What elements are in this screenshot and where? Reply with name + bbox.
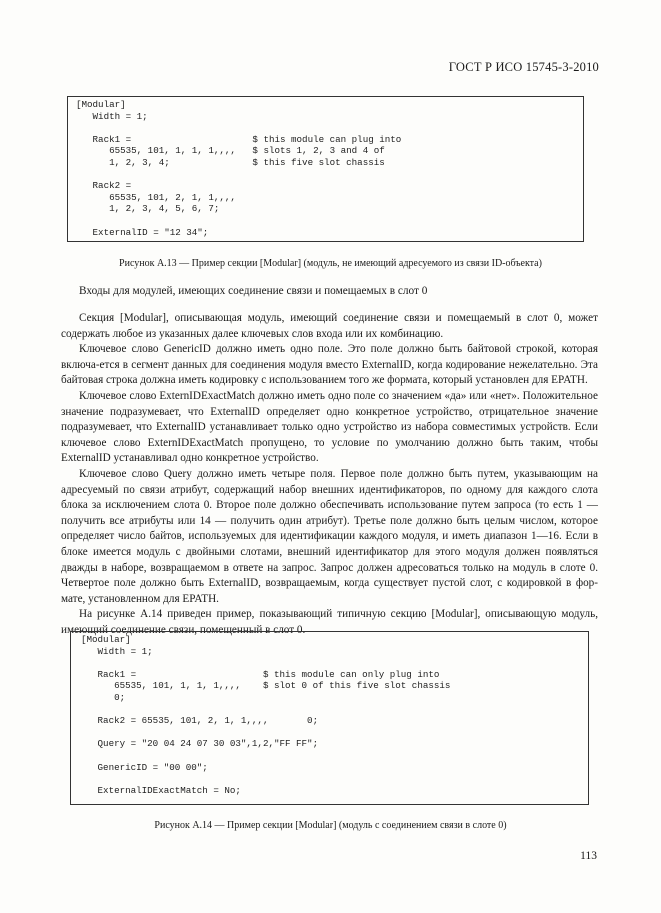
code-line: 1, 2, 3, 4, 5, 6, 7; [76, 203, 220, 215]
code-line: ExternalIDExactMatch = No; [81, 784, 241, 796]
figure-caption-a13: Рисунок А.13 — Пример секции [Modular] (модуль, не имеющий адресуемого из связи ID-объекта) [119, 258, 542, 269]
code-line: 1, 2, 3, 4; $ this five slot chassis [76, 156, 385, 168]
paragraph: Ключевое слово ExternIDExactMatch должно иметь одно поле со значением «да» или «нет». Положительное значение подразумевает, что ExternalID определяет одно конкретное устройство, отрицательное значение подразумевает, что ExternalID устанавливает только одно устройство из набора совместимых устройств. Если ключевое слово ExternIDExactMatch пропущено, то условие по умолчанию должно быть таким, чтобы ExternalID устанавливал одно конкретное устройство. [61, 389, 598, 465]
code-line: Query = "20 04 24 07 30 03",1,2,"FF FF"; [81, 738, 319, 750]
code-line [76, 215, 583, 227]
code-line: 65535, 101, 2, 1, 1,,,, [76, 191, 236, 203]
code-line: Rack1 = $ this module can plug into [76, 133, 402, 145]
code-line [81, 657, 588, 669]
code-line: Width = 1; [81, 645, 153, 657]
section-heading: Входы для модулей, имеющих соединение связи и помещаемых в слот 0 [79, 285, 428, 297]
code-line: [Modular] [81, 634, 131, 645]
paragraph: На рисунке А.14 приведен пример, показывающий типичную секцию [Modular], описывающую модуль, имеющий соединение связи, помещенный в слот 0. [61, 608, 598, 636]
body-text [61, 311, 598, 638]
code-listing-figure-a14 [70, 631, 589, 805]
code-line: GenericID = "00 00"; [81, 761, 208, 773]
code-line: 65535, 101, 1, 1, 1,,,, $ slots 1, 2, 3 and 4 of [76, 145, 385, 157]
paragraph: Секция [Modular], описывающая модуль, имеющий соединение связи и помещаемый в слот 0, может содержать любое из указанных далее ключевых слов входа или их комбинацию. [61, 312, 598, 340]
document-header: ГОСТ Р ИСО 15745-3-2010 [448, 60, 599, 74]
page-number: 113 [580, 850, 597, 862]
paragraph: Ключевое слово GenericID должно иметь одно поле. Это поле должно быть байтовой строкой, которая включа-ется в сегмент данных для соединения модуля вместо ExternalID, когда кодирование нежелательно. Эта байтовая строка должна иметь кодировку с использованием того же формата, который установлен для EPATH. [61, 343, 598, 387]
code-line [81, 727, 588, 739]
code-listing-figure-a13 [67, 96, 584, 242]
paragraph: Ключевое слово Query должно иметь четыре поля. Первое поле должно быть путем, указывающим на адресуемый по связи атрибут, содержащий набор внешних идентификаторов, по одному для каждого слота блока за исключением слота 0. Второе поле должно обеспечивать использование путем запроса (то есть 1 — получить все атрибуты или 14 — получить один атрибут). Третье поле должно быть целым числом, которое определяет число байтов, используемых для идентификации каждого модуля, и иметь диапазон 1—16. Если в блоке имеется модуль с двойными слотами, внешний идентификатор для этого модуля должен появляться дважды в наборе, возвращаемом в ответе на запрос. Запрос должен адресоваться только на модуль в слоте 0. Четвертое поле должно быть ExternalID, возвращаемым, когда существует пустой слот, с кодировкой в фор-мате, установленном для EPATH. [61, 467, 598, 605]
code-line: Rack2 = 65535, 101, 2, 1, 1,,,, 0; [81, 715, 319, 727]
code-line: Rack1 = $ this module can only plug into [81, 668, 440, 680]
code-line [76, 122, 583, 134]
code-line [76, 169, 583, 181]
code-line: ExternalID = "12 34"; [76, 226, 209, 238]
code-line: Width = 1; [76, 110, 148, 122]
code-line: 0; [81, 691, 126, 703]
code-line [81, 773, 588, 785]
code-line [81, 750, 588, 762]
figure-caption-a14: Рисунок А.14 — Пример секции [Modular] (модуль с соединением связи в слоте 0) [154, 820, 507, 831]
code-line: 65535, 101, 1, 1, 1,,,, $ slot 0 of this five slot chassis [81, 680, 451, 692]
code-line [81, 704, 588, 716]
code-line: [Modular] [76, 99, 126, 110]
code-line: Rack2 = [76, 180, 132, 192]
